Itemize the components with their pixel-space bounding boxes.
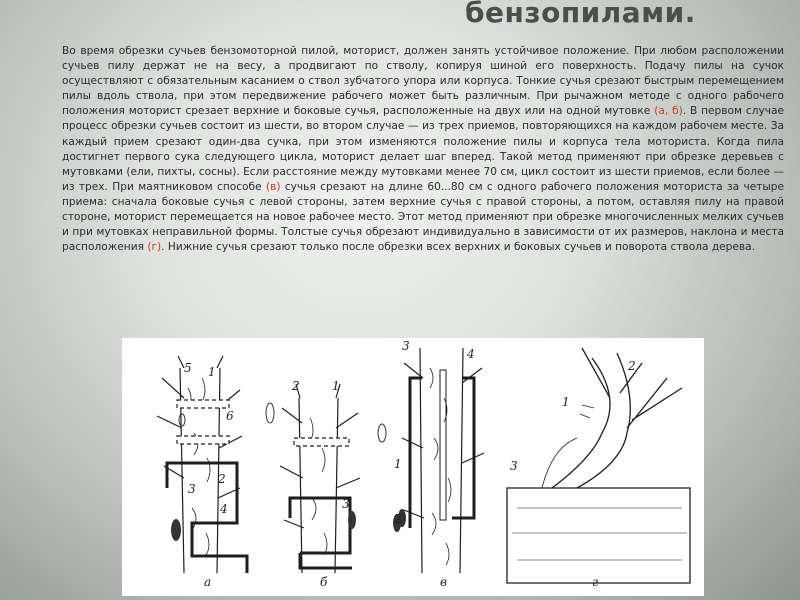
panel-a-number-5: 5 [184, 361, 192, 375]
panel-a-trunk [157, 356, 247, 573]
panel-g-trunk [507, 348, 690, 583]
panel-a-number-6: 6 [226, 409, 234, 423]
figure-ref-g: (г) [147, 241, 162, 254]
panel-v-number-1: 1 [394, 457, 402, 471]
panel-a-number-2: 2 [218, 472, 226, 486]
panel-b-number-1: 1 [332, 379, 340, 393]
panel-b-label: б [320, 575, 328, 589]
panel-a-label: а [204, 575, 212, 589]
panel-a-number-1: 1 [208, 365, 216, 379]
figure-ref-v: (в) [265, 180, 281, 193]
title-tail: . [684, 0, 696, 29]
panel-v-number-2: 2 [394, 512, 402, 526]
paragraph-part-3: сучья срезают на длине 60...80 см с одного рабочего положения моториста за четыре приема: сначала боковые сучья с левой стороны, затем верхние сучья с правой стороны, а потом, оставляя пилу на правой стороне, моторист перемещается на новое рабочее место. Этот метод применяют при обрезке многочисленных мелких сучьев и при мутовках неправильной формы. Толстые сучья обрезают индивидуально в зависимости от их размеров, наклона и места расположения [62, 180, 784, 254]
panel-b-number-3: 3 [342, 497, 350, 511]
panel-a-number-3: 3 [188, 482, 196, 496]
panel-v-label: в [440, 575, 447, 589]
panel-b-trunk [280, 384, 360, 573]
paragraph-part-4: . Нижние сучья срезают только после обрезки всех верхних и боковых сучьев и поворота ствола дерева. [161, 241, 756, 254]
panel-g-number-2: 2 [628, 359, 636, 373]
illustration-svg [122, 338, 704, 596]
title-ghost-text [55, 0, 455, 29]
panel-b-number-2: 2 [292, 379, 300, 393]
paragraph-part-1: Во время обрезки сучьев бензомоторной пилой, моторист, должен занять устойчивое положение. При любом расположении сучьев пилу держат не на весу, а продвигают по стволу, копируя шиной его поверхность. Подачу пилы на сучок осуществляют с обязательным касанием о ствол зубчатого упора или корпуса. Тонкие сучья срезают быстрым перемещением пилы вдоль ствола, при этом передвижение рабочего может быть различным. При рычажном методе с одного рабочего положения моторист срезает верхние и боковые сучья, расположенные на двух или на одной мутовке [62, 45, 784, 118]
figure-ref-ab: (а, б) [654, 105, 683, 118]
panel-g-number-1: 1 [562, 395, 570, 409]
panel-g-label: г [592, 575, 599, 589]
panel-v-trunk [402, 348, 484, 573]
panel-v-number-4: 4 [467, 347, 475, 361]
title-main: бензопилами [464, 0, 685, 29]
delimbing-methods-illustration [122, 338, 704, 596]
panel-g-number-3: 3 [510, 459, 518, 473]
panel-a-number-4: 4 [220, 502, 228, 516]
panel-v-number-3: 3 [402, 339, 410, 353]
slide-title [55, 0, 755, 36]
paragraph-part-2: . В первом случае процесс обрезки сучьев состоит из шести, во втором случае — из трех приемов, повторяющихся на каждом рабочем месте. За каждый прием срезают один-два сучка, при этом изменяются положение пилы и корпуса тела моториста. Когда пила достигнет первого сука следующего цикла, моторист делает шаг вперед. Такой метод применяют при обрезке деревьев с мутовками (ели, пихты, сосны). Если расстояние между мутовками менее 70 см, цикл состоит из шести приемов, если более — из трех. При маятниковом способе [62, 105, 785, 193]
body-paragraph [62, 44, 784, 334]
